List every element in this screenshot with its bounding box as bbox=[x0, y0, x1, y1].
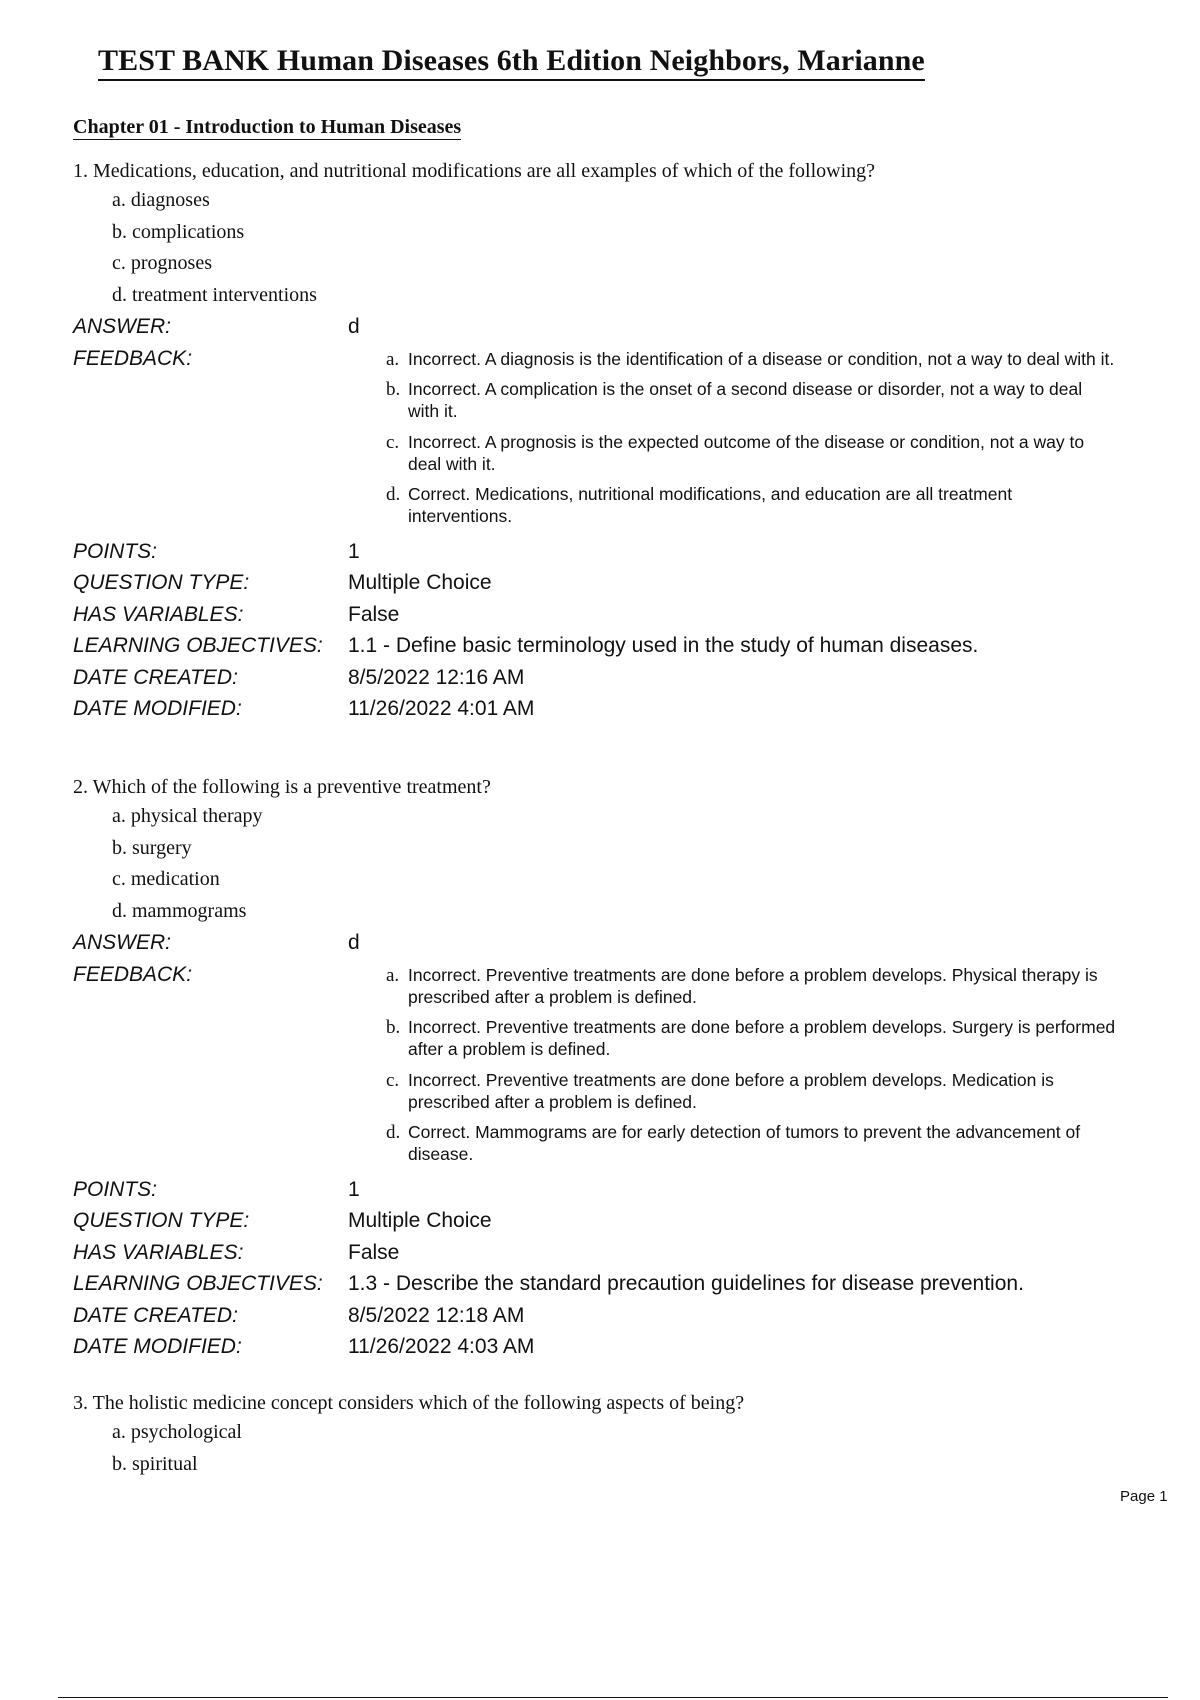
date-created-value: 8/5/2022 12:18 AM bbox=[348, 1303, 525, 1327]
feedback-item-c bbox=[386, 431, 1118, 475]
feedback-item-d bbox=[386, 1121, 1118, 1165]
date-created-label: DATE CREATED: bbox=[73, 665, 238, 689]
document-title: TEST BANK Human Diseases 6th Edition Neighbors, Marianne bbox=[98, 44, 925, 81]
feedback-row bbox=[73, 343, 1153, 528]
question-type-row bbox=[73, 1205, 1153, 1237]
feedback-list bbox=[73, 343, 1153, 528]
feedback-text: Correct. Medications, nutritional modifications, and education are all treatment interventions. bbox=[408, 484, 1013, 526]
option-d: d. mammograms bbox=[112, 899, 247, 922]
learning-objectives-value: 1.3 - Describe the standard precaution guidelines for disease prevention. bbox=[348, 1272, 1024, 1295]
has-variables-label: HAS VARIABLES: bbox=[73, 602, 244, 626]
option-c: c. prognoses bbox=[112, 252, 212, 274]
date-modified-row bbox=[73, 693, 1153, 725]
chapter-title: Chapter 01 - Introduction to Human Diseases bbox=[73, 116, 462, 138]
date-created-row bbox=[73, 662, 1153, 694]
feedback-text: Incorrect. Preventive treatments are done before a problem develops. Surgery is performed after a problem is defined. bbox=[408, 1017, 1116, 1059]
question-stem: 1. Medications, education, and nutritional modifications are all examples of which of the following? bbox=[73, 160, 876, 182]
feedback-text: Incorrect. A diagnosis is the identification of a disease or condition, not a way to deal with it. bbox=[408, 348, 1115, 369]
option-b: b. surgery bbox=[112, 836, 192, 859]
option-b: b. complications bbox=[112, 220, 245, 243]
has-variables-value: False bbox=[348, 602, 400, 626]
answer-options bbox=[73, 185, 1153, 311]
answer-value: d bbox=[348, 931, 360, 954]
feedback-item-b bbox=[386, 1016, 1118, 1060]
feedback-item-c bbox=[386, 1069, 1118, 1113]
feedback-text: Incorrect. A complication is the onset of a second disease or disorder, not a way to deal with it. bbox=[408, 379, 1083, 421]
points-label: POINTS: bbox=[73, 539, 158, 563]
date-modified-value: 11/26/2022 4:03 AM bbox=[348, 1335, 535, 1358]
footer-rule bbox=[58, 1697, 1168, 1698]
feedback-row bbox=[73, 959, 1153, 1166]
answer-row bbox=[73, 311, 1153, 343]
has-variables-value: False bbox=[348, 1240, 400, 1264]
page-number: Page 1 bbox=[1120, 1488, 1168, 1505]
question-stem: 2. Which of the following is a preventive treatment? bbox=[73, 776, 491, 798]
question-type-row bbox=[73, 567, 1153, 599]
feedback-letter: b. bbox=[386, 1017, 401, 1038]
feedback-label: FEEDBACK: bbox=[73, 346, 193, 370]
learning-objectives-row bbox=[73, 1268, 1153, 1300]
question-1 bbox=[73, 158, 1153, 725]
option-b: b. spiritual bbox=[112, 1452, 198, 1475]
answer-value: d bbox=[348, 315, 360, 338]
points-row bbox=[73, 1174, 1153, 1206]
learning-objectives-label: LEARNING OBJECTIVES: bbox=[73, 634, 323, 657]
answer-row bbox=[73, 927, 1153, 959]
date-modified-label: DATE MODIFIED: bbox=[73, 1335, 242, 1358]
feedback-letter: a. bbox=[386, 964, 400, 986]
option-a: a. physical therapy bbox=[112, 805, 263, 827]
points-value: 1 bbox=[348, 539, 360, 563]
question-type-label: QUESTION TYPE: bbox=[73, 1209, 250, 1232]
feedback-text: Incorrect. Preventive treatments are done before a problem develops. Medication is prescribed after a problem is defined. bbox=[408, 1069, 1054, 1112]
question-type-value: Multiple Choice bbox=[348, 571, 492, 594]
has-variables-row bbox=[73, 599, 1153, 631]
question-stem: 3. The holistic medicine concept considers which of the following aspects of being? bbox=[73, 1392, 745, 1414]
feedback-text: Incorrect. A prognosis is the expected outcome of the disease or condition, not a way to deal with it. bbox=[408, 431, 1085, 474]
feedback-text: Correct. Mammograms are for early detection of tumors to prevent the advancement of disease. bbox=[408, 1122, 1081, 1164]
answer-label: ANSWER: bbox=[73, 315, 172, 338]
answer-label: ANSWER: bbox=[73, 931, 172, 954]
date-modified-row bbox=[73, 1331, 1153, 1363]
option-c: c. medication bbox=[112, 868, 220, 890]
points-label: POINTS: bbox=[73, 1177, 158, 1201]
feedback-item-a bbox=[386, 348, 1118, 370]
date-modified-label: DATE MODIFIED: bbox=[73, 697, 242, 720]
date-created-value: 8/5/2022 12:16 AM bbox=[348, 665, 525, 689]
question-2 bbox=[73, 774, 1153, 1363]
question-type-label: QUESTION TYPE: bbox=[73, 571, 250, 594]
date-modified-value: 11/26/2022 4:01 AM bbox=[348, 697, 535, 720]
date-created-label: DATE CREATED: bbox=[73, 1303, 238, 1327]
feedback-item-a bbox=[386, 964, 1118, 1008]
answer-options bbox=[73, 1417, 1153, 1480]
feedback-letter: d. bbox=[386, 1122, 401, 1143]
has-variables-label: HAS VARIABLES: bbox=[73, 1240, 244, 1264]
question-type-value: Multiple Choice bbox=[348, 1209, 492, 1232]
feedback-list bbox=[73, 959, 1153, 1166]
answer-options bbox=[73, 801, 1153, 927]
feedback-letter: d. bbox=[386, 484, 401, 505]
option-d: d. treatment interventions bbox=[112, 283, 317, 306]
learning-objectives-value: 1.1 - Define basic terminology used in the study of human diseases. bbox=[348, 634, 979, 657]
feedback-text: Incorrect. Preventive treatments are done before a problem develops. Physical therapy is prescribed after a problem is defined. bbox=[408, 964, 1098, 1007]
feedback-item-d bbox=[386, 483, 1118, 527]
feedback-letter: c. bbox=[386, 431, 400, 453]
feedback-label: FEEDBACK: bbox=[73, 962, 193, 986]
date-created-row bbox=[73, 1300, 1153, 1332]
feedback-letter: b. bbox=[386, 379, 401, 400]
points-row bbox=[73, 536, 1153, 568]
has-variables-row bbox=[73, 1237, 1153, 1269]
learning-objectives-label: LEARNING OBJECTIVES: bbox=[73, 1272, 323, 1295]
question-3 bbox=[73, 1390, 1153, 1480]
option-a: a. psychological bbox=[112, 1421, 242, 1443]
feedback-letter: a. bbox=[386, 348, 400, 370]
feedback-letter: c. bbox=[386, 1069, 400, 1091]
points-value: 1 bbox=[348, 1177, 360, 1201]
learning-objectives-row bbox=[73, 630, 1153, 662]
option-a: a. diagnoses bbox=[112, 189, 210, 211]
feedback-item-b bbox=[386, 378, 1118, 422]
